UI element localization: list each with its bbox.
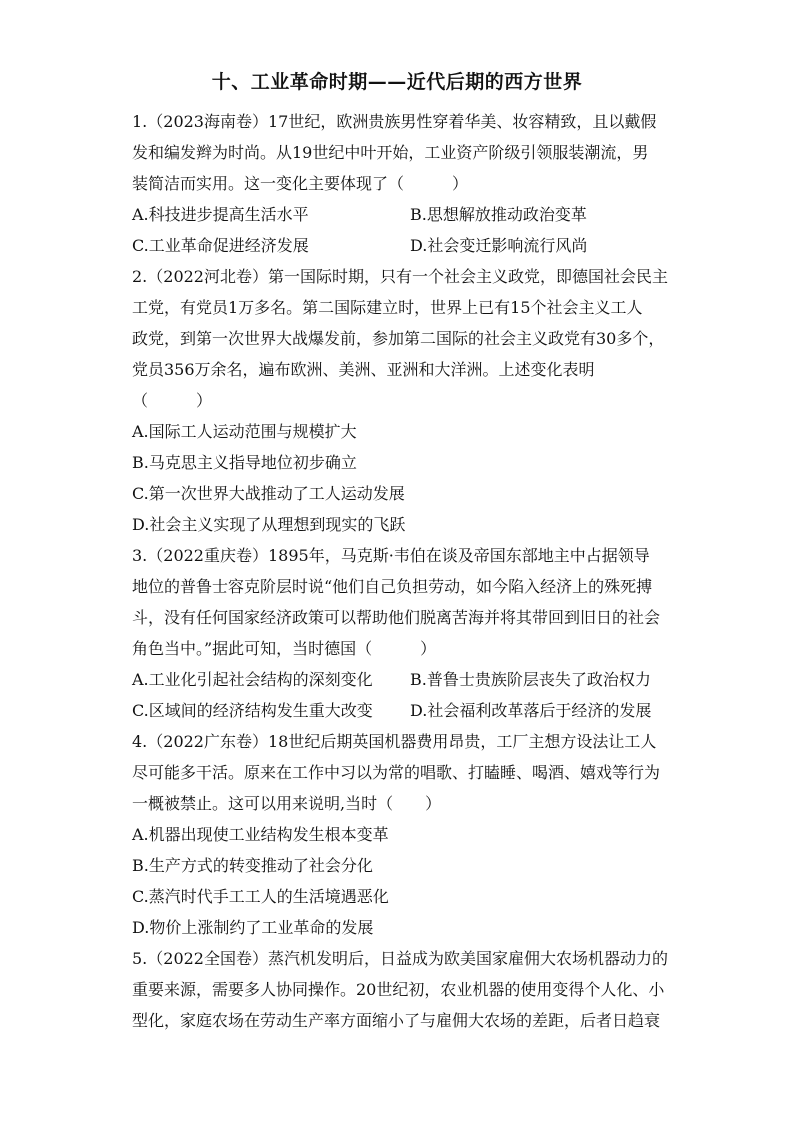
option-b: B.马克思主义指导地位初步确立 bbox=[132, 453, 357, 472]
question-stem-line: 重要来源，需要多人协同操作。20世纪初，农业机器的使用变得个人化、小 bbox=[132, 980, 665, 999]
question-3 bbox=[132, 540, 672, 726]
question-stem-line: 3.（2022重庆卷）1895年，马克斯·韦伯在谈及帝国东部地主中占据领导 bbox=[132, 546, 650, 565]
question-stem-line: 尽可能多干活。原来在工作中习以为常的唱歌、打瞌睡、喝酒、嬉戏等行为 bbox=[132, 763, 661, 782]
option-d: D.社会变迁影响流行风尚 bbox=[410, 236, 588, 255]
question-stem-line: 党员356万余名，遍布欧洲、美洲、亚洲和大洋洲。上述变化表明 bbox=[132, 360, 595, 379]
question-stem-line: 政党，到第一次世界大战爆发前，参加第二国际的社会主义政党有30多个， bbox=[132, 329, 665, 348]
option-a: A.科技进步提高生活水平 bbox=[132, 205, 309, 224]
option-a: A.机器出现使工业结构发生根本变革 bbox=[132, 825, 389, 844]
option-c: C.区域间的经济结构发生重大改变 bbox=[132, 701, 373, 720]
option-d: D.社会福利改革落后于经济的发展 bbox=[410, 701, 652, 720]
question-stem-line: 5.（2022全国卷）蒸汽机发明后，日益成为欧美国家雇佣大农场机器动力的 bbox=[132, 949, 668, 968]
option-a: A.国际工人运动范围与规模扩大 bbox=[132, 422, 357, 441]
option-a: A.工业化引起社会结构的深刻变化 bbox=[132, 670, 373, 689]
option-b: B.思想解放推动政治变革 bbox=[410, 205, 587, 224]
option-d: D.社会主义实现了从理想到现实的飞跃 bbox=[132, 515, 406, 534]
option-c: C.第一次世界大战推动了工人运动发展 bbox=[132, 484, 405, 503]
question-stem-line: 发和编发辫为时尚。从19世纪中叶开始，工业资产阶级引领服装潮流，男 bbox=[132, 143, 649, 162]
question-stem-line: 一概被禁止。这可以用来说明,当时（ ） bbox=[132, 794, 442, 813]
question-1 bbox=[132, 106, 672, 261]
question-stem-line: 角色当中。”据此可知，当时德国（ ） bbox=[132, 639, 437, 658]
question-stem-line: 型化，家庭农场在劳动生产率方面缩小了与雇佣大农场的差距，后者日趋衰 bbox=[132, 1011, 661, 1030]
question-list bbox=[132, 106, 672, 1036]
question-stem-line: 地位的普鲁士容克阶层时说“他们自己负担劳动，如今陷入经济上的殊死搏 bbox=[132, 577, 653, 596]
question-stem-line: 装简洁而实用。这一变化主要体现了（ ） bbox=[132, 174, 469, 193]
option-row bbox=[132, 695, 672, 726]
question-2 bbox=[132, 261, 672, 540]
option-row bbox=[132, 199, 672, 230]
option-row bbox=[132, 664, 672, 695]
question-stem-line: 4.（2022广东卷）18世纪后期英国机器费用昂贵，工厂主想方设法让工人 bbox=[132, 732, 657, 751]
option-b: B.普鲁士贵族阶层丧失了政治权力 bbox=[410, 670, 651, 689]
question-stem-line: 1.（2023海南卷）17世纪，欧洲贵族男性穿着华美、妆容精致，且以戴假 bbox=[132, 112, 657, 131]
option-b: B.生产方式的转变推动了社会分化 bbox=[132, 856, 373, 875]
question-stem-line: （ ） bbox=[132, 391, 213, 410]
option-row bbox=[132, 230, 672, 261]
question-stem-line: 2.（2022河北卷）第一国际时期，只有一个社会主义政党，即德国社会民主 bbox=[132, 267, 668, 286]
question-stem-line: 工党，有党员1万多名。第二国际建立时，世界上已有15个社会主义工人 bbox=[132, 298, 643, 317]
question-4 bbox=[132, 726, 672, 943]
option-d: D.物价上涨制约了工业革命的发展 bbox=[132, 918, 374, 937]
question-5 bbox=[132, 943, 672, 1036]
page-title: 十、工业革命时期——近代后期的西方世界 bbox=[211, 71, 583, 93]
question-stem-line: 斗，没有任何国家经济政策可以帮助他们脱离苦海并将其带回到旧日的社会 bbox=[132, 608, 661, 627]
option-c: C.工业革命促进经济发展 bbox=[132, 236, 309, 255]
option-c: C.蒸汽时代手工工人的生活境遇恶化 bbox=[132, 887, 389, 906]
